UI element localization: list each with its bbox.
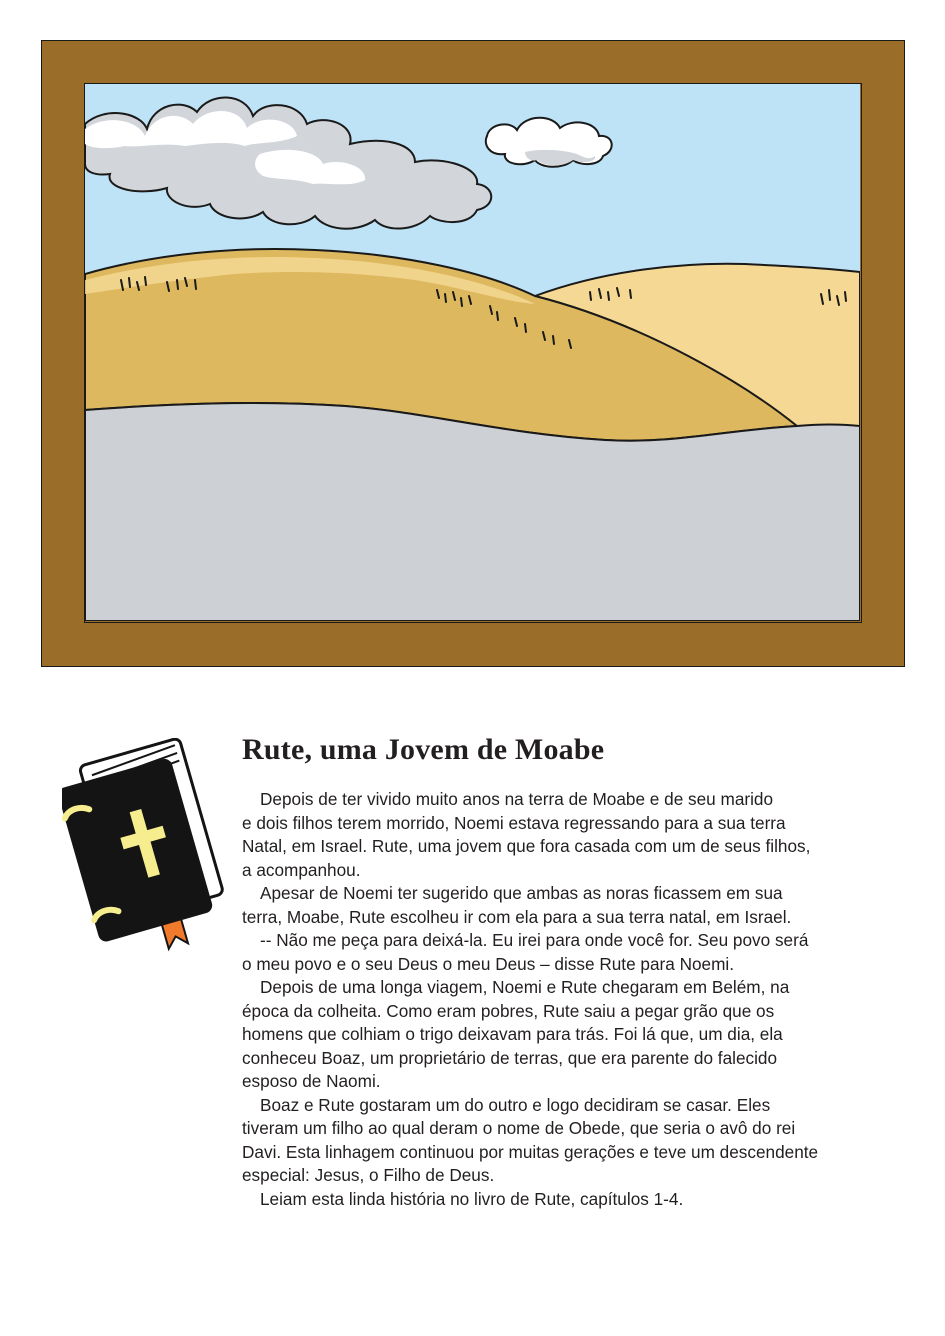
bible-icon: [62, 738, 224, 958]
story-paragraph: [242, 788, 892, 882]
story-article: [242, 730, 892, 1211]
story-line: a acompanhou.: [242, 859, 361, 880]
story-paragraph: [242, 882, 892, 929]
story-line: homens que colhiam o trigo deixavam para trás. Foi lá que, um dia, ela: [242, 1024, 783, 1044]
story-paragraph: [242, 1094, 892, 1188]
story-line: Natal, em Israel. Rute, uma jovem que fora casada com um de seus filhos,: [242, 836, 811, 856]
story-line: e dois filhos terem morrido, Noemi estava regressando para a sua terra: [242, 812, 786, 833]
story-line: especial: Jesus, o Filho de Deus.: [242, 1165, 495, 1185]
story-paragraph: [242, 1188, 892, 1212]
story-line: o meu povo e o seu Deus o meu Deus – disse Rute para Noemi.: [242, 953, 735, 974]
story-line: época da colheita. Como eram pobres, Rute saiu a pegar grão que os: [242, 1000, 775, 1021]
story-line: terra, Moabe, Rute escolheu ir com ela para a sua terra natal, em Israel.: [242, 906, 792, 927]
story-paragraph: [242, 929, 892, 976]
story-paragraph: [242, 976, 892, 1094]
story-line: Depois de ter vivido muito anos na terra de Moabe e de seu marido: [260, 789, 774, 809]
story-line: Leiam esta linda história no livro de Rute, capítulos 1-4.: [260, 1188, 684, 1209]
story-line: conheceu Boaz, um proprietário de terras, que era parente do falecido: [242, 1047, 778, 1068]
story-line: esposo de Naomi.: [242, 1071, 381, 1091]
story-line: -- Não me peça para deixá-la. Eu irei para onde você for. Seu povo será: [260, 930, 809, 950]
story-line: Boaz e Rute gostaram um do outro e logo decidiram se casar. Eles: [260, 1094, 771, 1115]
ground: [85, 403, 860, 621]
landscape-drawing: [85, 84, 860, 621]
story-line: Depois de uma longa viagem, Noemi e Rute chegaram em Belém, na: [260, 977, 790, 997]
landscape-illustration: [84, 83, 862, 623]
story-line: tiveram um filho ao qual deram o nome de Obede, que seria o avô do rei: [242, 1118, 796, 1138]
story-line: Apesar de Noemi ter sugerido que ambas as noras ficassem em sua: [260, 883, 783, 903]
story-title: Rute, uma Jovem de Moabe: [242, 733, 605, 766]
story-body: [242, 788, 892, 1211]
story-line: Davi. Esta linhagem continuou por muitas gerações e teve um descendente: [242, 1141, 819, 1162]
